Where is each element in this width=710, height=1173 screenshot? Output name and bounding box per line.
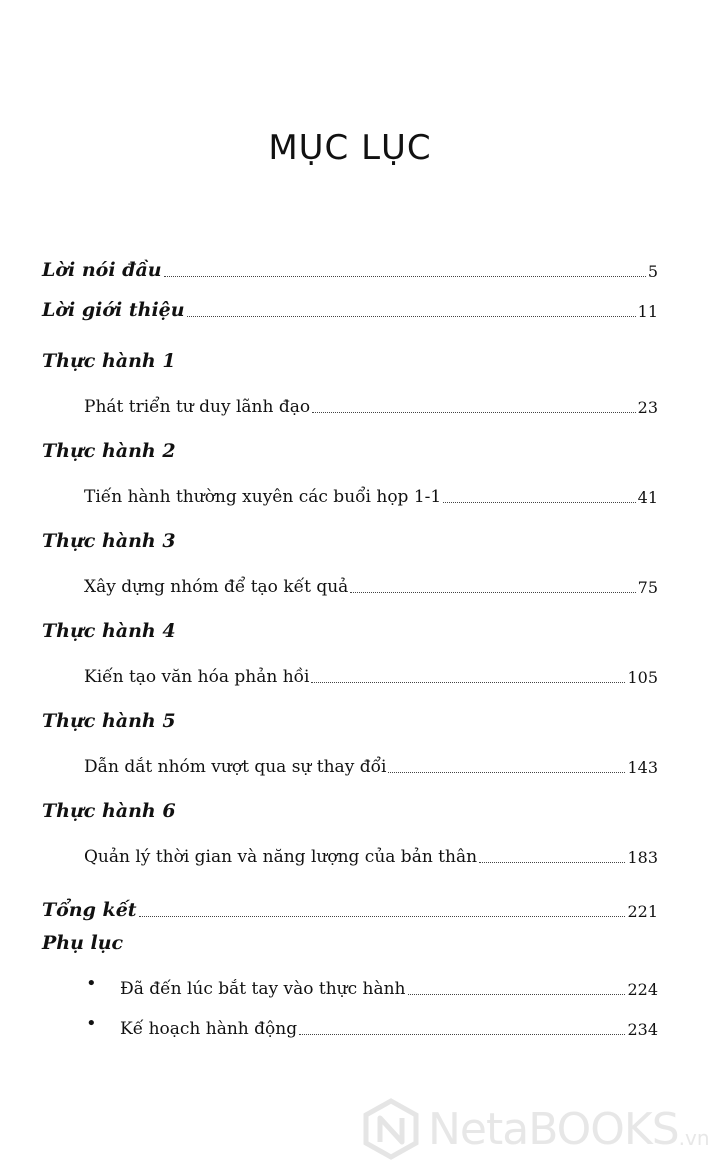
toc-entry-practice-1 (84, 386, 658, 416)
section-heading-practice-3: Thực hành 3 (42, 530, 176, 552)
section-heading-practice-1: Thực hành 1 (42, 350, 176, 372)
toc-entry-label: Kế hoạch hành động (120, 1019, 298, 1039)
toc-entry-label: Tổng kết (42, 899, 137, 921)
toc-page-number: 105 (627, 668, 658, 687)
section-heading-practice-5: Thực hành 5 (42, 710, 176, 732)
dot-leader (443, 502, 635, 503)
toc-entry-label: Phát triển tư duy lãnh đạo (84, 397, 311, 417)
netabooks-watermark (362, 1094, 710, 1164)
dot-leader (139, 916, 626, 917)
dot-leader (187, 316, 636, 317)
watermark-brand: NetaBOOKS (428, 1103, 679, 1155)
toc-page-number: 11 (637, 302, 658, 321)
dot-leader (312, 412, 636, 413)
dot-leader (350, 592, 635, 593)
toc-page-number: 23 (637, 398, 658, 417)
toc-entry-practice-3 (84, 566, 658, 596)
toc-entry-label: Xây dựng nhóm để tạo kết quả (84, 577, 349, 597)
page-title: MỤC LỤC (268, 128, 432, 168)
toc-page-number: 75 (637, 578, 658, 597)
toc-page-number: 221 (627, 902, 658, 921)
bullet-marker: • (86, 1013, 97, 1034)
watermark-suffix: .vn (678, 1126, 710, 1150)
toc-entry-introduction (42, 290, 658, 320)
dot-leader (299, 1034, 625, 1035)
toc-entry-label: Dẫn dắt nhóm vượt qua sự thay đổi (84, 757, 387, 777)
toc-entry-label: Lời nói đầu (42, 259, 162, 281)
dot-leader (408, 994, 626, 995)
toc-entry-preface (42, 250, 658, 280)
toc-entry-label: Đã đến lúc bắt tay vào thực hành (120, 979, 406, 999)
toc-page-number: 183 (627, 848, 658, 867)
toc-page-number: 41 (637, 488, 658, 507)
toc-entry-summary (42, 890, 658, 920)
dot-leader (164, 276, 646, 277)
toc-page-number: 224 (627, 980, 658, 999)
toc-entry-appendix-2 (120, 1008, 658, 1038)
toc-entry-practice-6 (84, 836, 658, 866)
toc-entry-practice-5 (84, 746, 658, 776)
dot-leader (388, 772, 625, 773)
toc-entry-label: Tiến hành thường xuyên các buổi họp 1-1 (84, 487, 442, 507)
toc-page-number: 143 (627, 758, 658, 777)
section-heading-practice-2: Thực hành 2 (42, 440, 176, 462)
toc-entry-appendix-1 (120, 968, 658, 998)
toc-page-number: 234 (627, 1020, 658, 1039)
toc-entry-label: Kiến tạo văn hóa phản hồi (84, 667, 310, 687)
section-heading-practice-4: Thực hành 4 (42, 620, 176, 642)
toc-entry-practice-2 (84, 476, 658, 506)
dot-leader (311, 682, 625, 683)
toc-entry-label: Lời giới thiệu (42, 299, 185, 321)
section-heading-appendix: Phụ lục (42, 932, 124, 954)
bullet-marker: • (86, 973, 97, 994)
section-heading-practice-6: Thực hành 6 (42, 800, 176, 822)
dot-leader (479, 862, 625, 863)
netabooks-logo-icon (362, 1098, 420, 1160)
toc-page-number: 5 (647, 262, 658, 281)
toc-entry-label: Quản lý thời gian và năng lượng của bản thân (84, 847, 478, 867)
toc-entry-practice-4 (84, 656, 658, 686)
